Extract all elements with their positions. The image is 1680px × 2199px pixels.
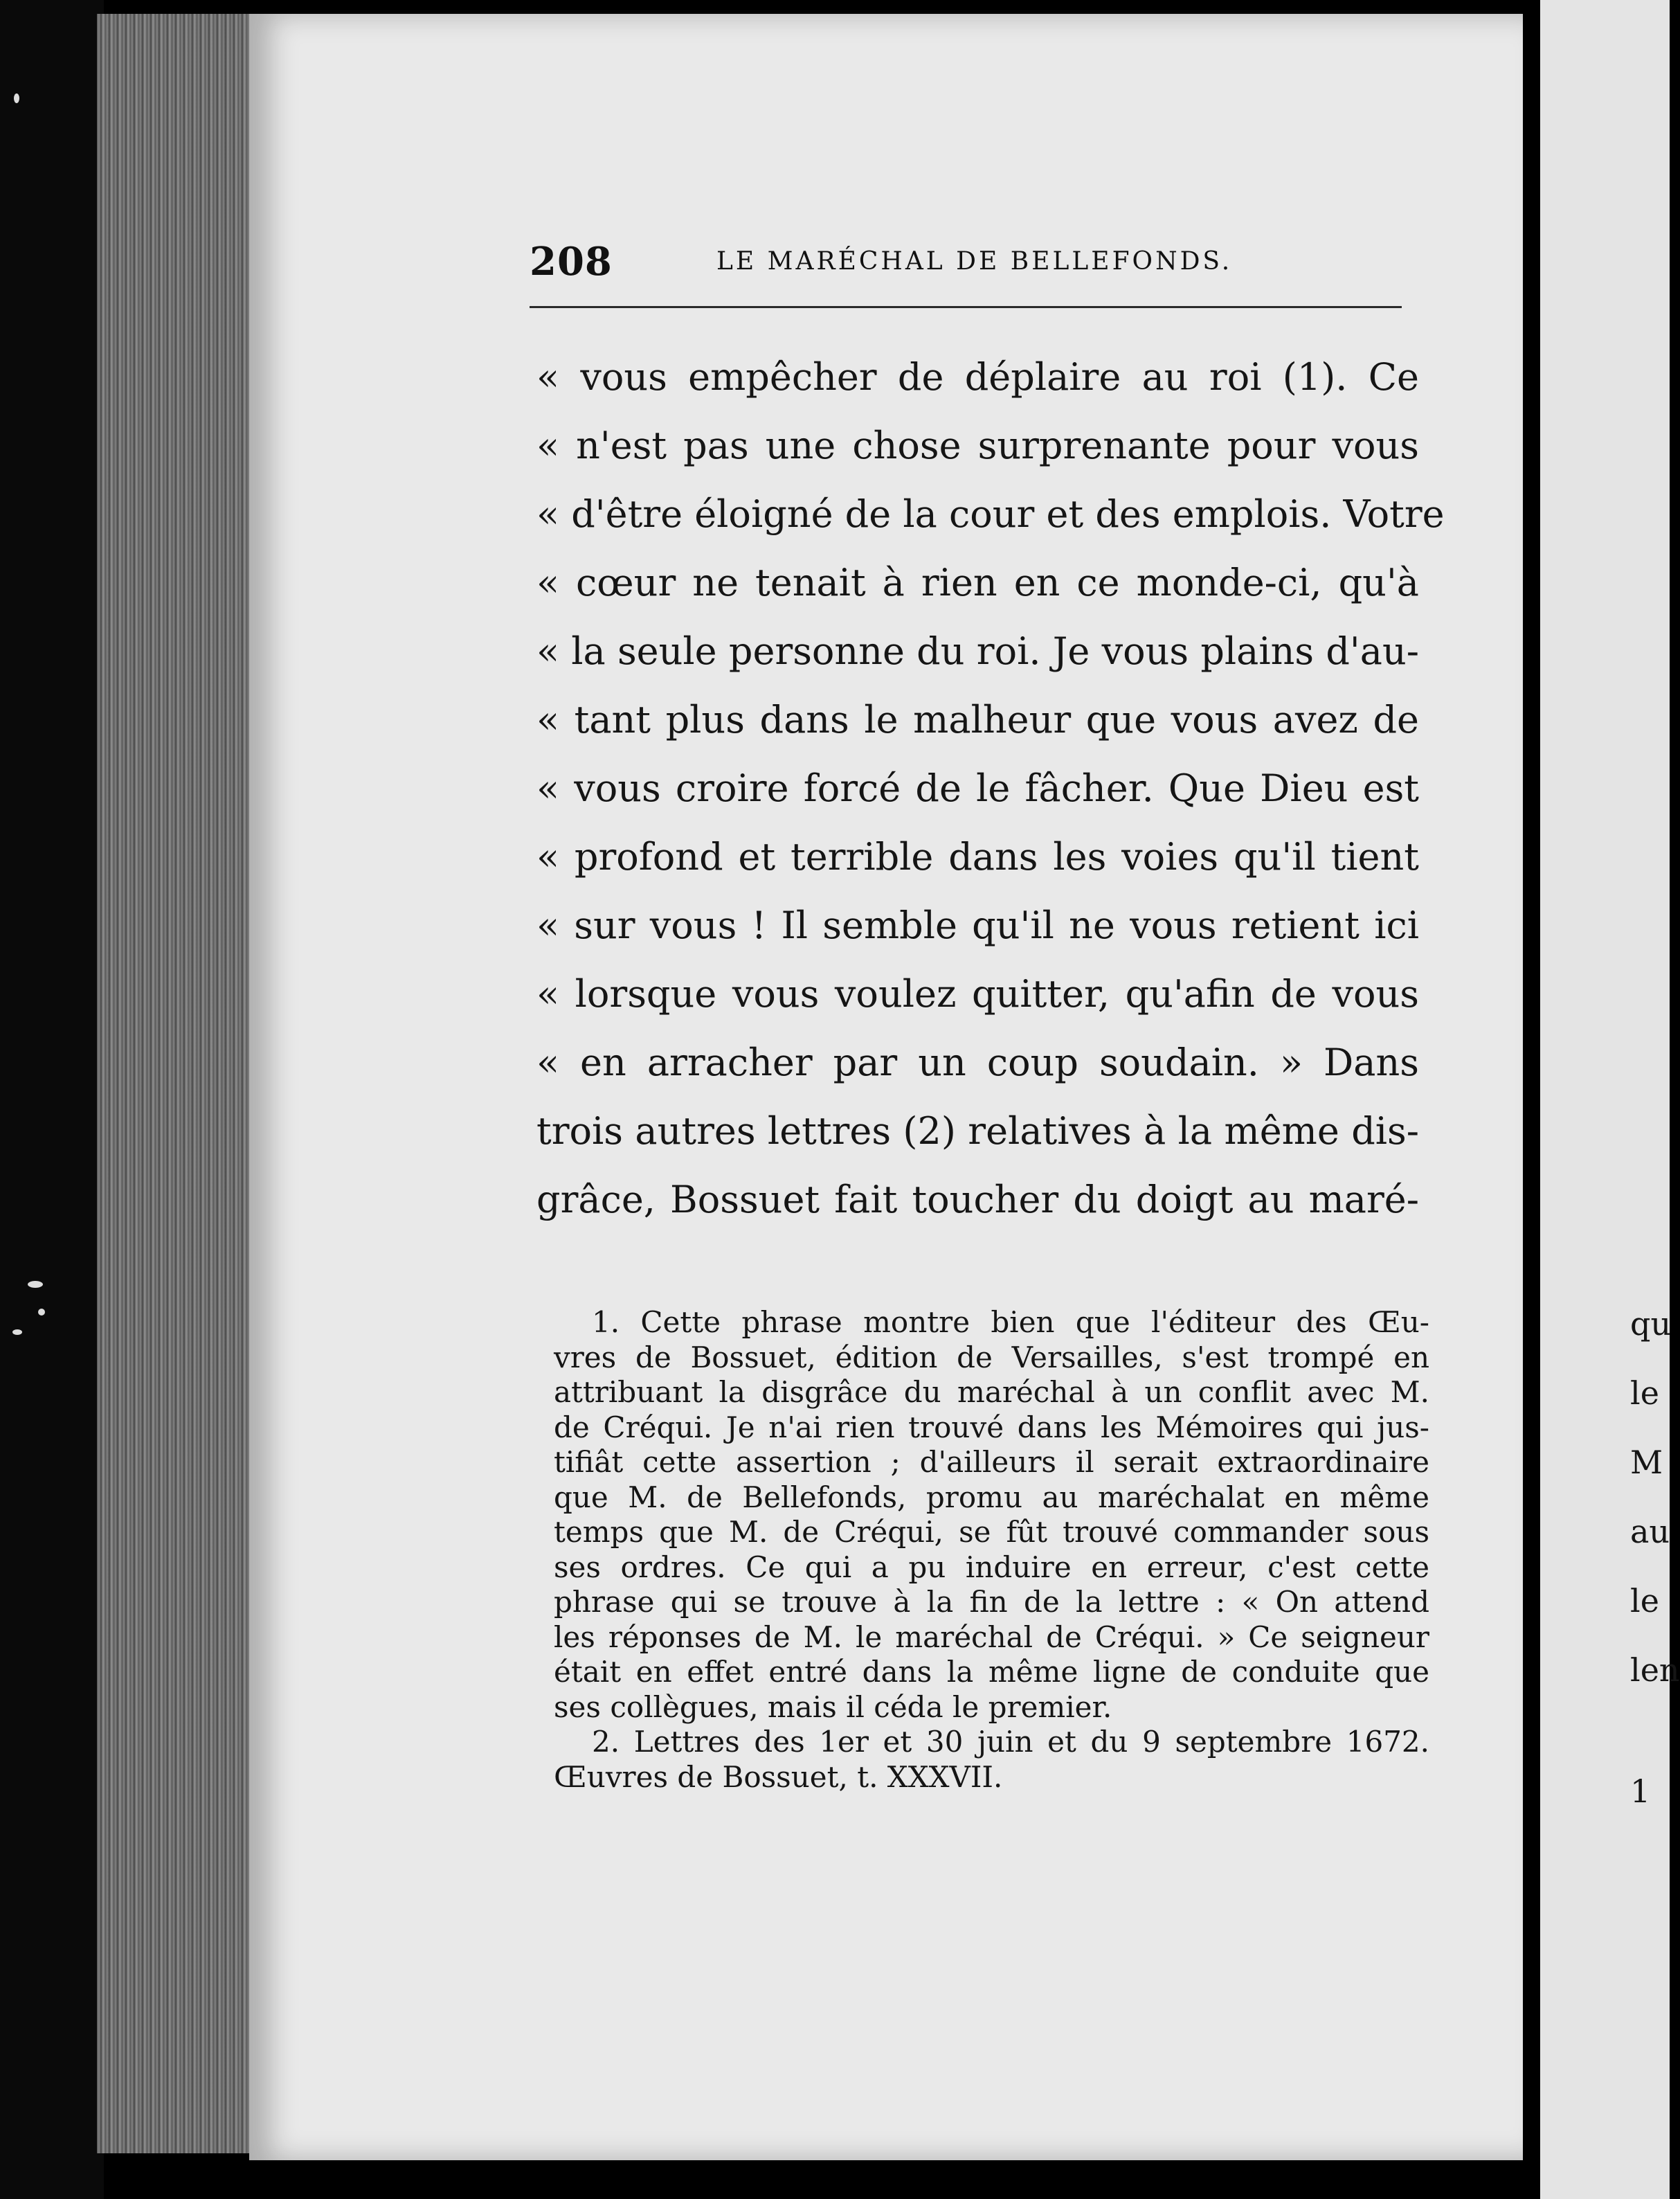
facing-page-fragment: le [1630,1582,1659,1619]
footnotes [554,1305,1429,1795]
facing-page-fragment: qu [1630,1305,1672,1343]
footnote-line: que M. de Bellefonds, promu au maréchalat en même [554,1480,1429,1514]
footnote-line: vres de Bossuet, édition de Versailles, s'est trompé en [554,1340,1429,1374]
footnote-line: ses ordres. Ce qui a pu induire en erreur, c'est cette [554,1550,1429,1584]
text-line: « lorsque vous voulez quitter, qu'afin de vous [536,972,1419,1016]
body-text [536,343,1445,1234]
footnote-line: tifiât cette assertion ; d'ailleurs il serait extraordinaire [554,1445,1429,1479]
text-line: « d'être éloigné de la cour et des emplois. Votre [536,492,1445,536]
footnote-line: ses collègues, mais il céda le premier. [554,1689,1112,1724]
footnote-line: de Créqui. Je n'ai rien trouvé dans les Mémoires qui jus- [554,1410,1429,1444]
footnote-line: temps que M. de Créqui, se fût trouvé commander sous [554,1515,1429,1549]
text-line: trois autres lettres (2) relatives à la même dis- [536,1109,1419,1153]
text-line: « en arracher par un coup soudain. » Dans [536,1041,1419,1084]
text-line: « sur vous ! Il semble qu'il ne vous retient ici [536,904,1419,947]
footnote-line: les réponses de M. le maréchal de Créqui. » Ce seigneur [554,1619,1429,1654]
scan-speck [28,1281,43,1288]
facing-page-fragment: M [1630,1444,1663,1481]
facing-page-fragment: 1 [1630,1772,1651,1810]
footnote-line: phrase qui se trouve à la fin de la lettre : « On attend [554,1585,1429,1619]
page-header [530,239,1402,301]
text-line: « profond et terrible dans les voies qu'il tient [536,835,1419,879]
text-line: « vous croire forcé de le fâcher. Que Dieu est [536,766,1419,810]
facing-page [1540,0,1670,2199]
footnote-line: était en effet entré dans la même ligne de conduite que [554,1655,1429,1689]
text-line: « tant plus dans le malheur que vous avez de [536,698,1419,742]
scan-speck [14,93,19,103]
header-rule [530,306,1402,308]
text-line: « cœur ne tenait à rien en ce monde-ci, qu'à [536,561,1419,604]
facing-page-fragment: len [1630,1651,1680,1689]
text-line: grâce, Bossuet fait toucher du doigt au maré- [536,1178,1419,1221]
scan-speck [12,1329,22,1335]
scan-margin [0,0,104,2199]
footnote-line: 1. Cette phrase montre bien que l'éditeur des Œu- [592,1305,1429,1339]
text-line: « vous empêcher de déplaire au roi (1). Ce [536,355,1419,399]
footnote-line: attribuant la disgrâce du maréchal à un conflit avec M. [554,1375,1429,1409]
scan-speck [38,1309,45,1316]
text-line: « n'est pas une chose surprenante pour vous [536,424,1419,467]
facing-page-fragment: au [1630,1513,1670,1550]
running-head: LE MARÉCHAL DE BELLEFONDS. [716,247,1233,276]
facing-page-fragment: le [1630,1374,1659,1412]
book-page-edges [97,14,256,2153]
page-number: 208 [530,239,613,285]
footnote-line: 2. Lettres des 1er et 30 juin et du 9 septembre 1672. [592,1725,1429,1759]
text-line: « la seule personne du roi. Je vous plains d'au- [536,629,1419,673]
footnote-line: Œuvres de Bossuet, t. XXXVII. [554,1759,1003,1794]
